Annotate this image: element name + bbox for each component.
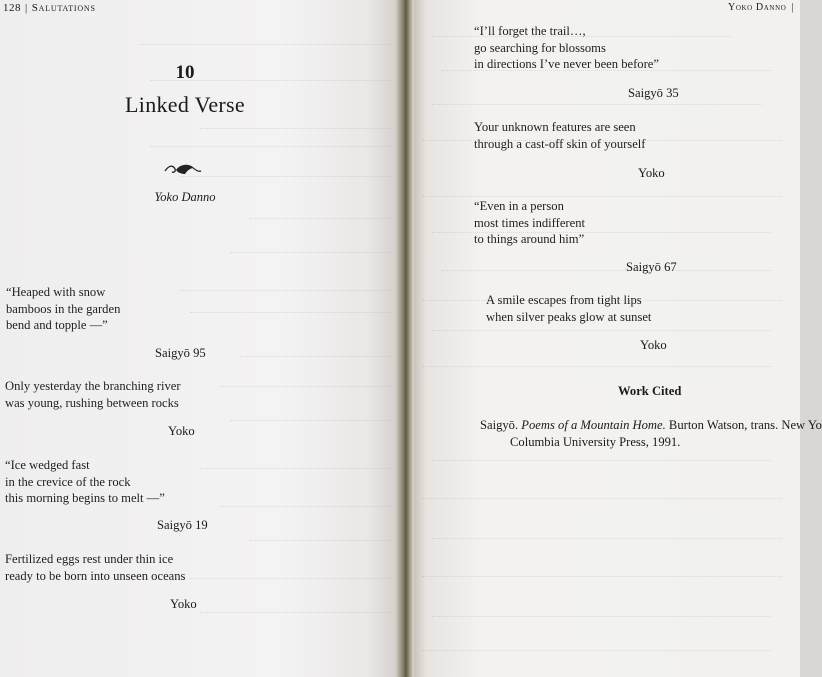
verse-block bbox=[5, 457, 165, 507]
citation-author: Saigyō. bbox=[480, 418, 519, 432]
work-cited-heading: Work Cited bbox=[618, 384, 682, 398]
verse-attribution: Saigyō 67 bbox=[626, 260, 677, 274]
citation-publisher: Columbia University Press, 1991. bbox=[510, 435, 681, 449]
verse-line: “Even in a person bbox=[474, 199, 564, 213]
verse-line: Fertilized eggs rest under thin ice bbox=[5, 552, 174, 566]
verse-line: ready to be born into unseen oceans bbox=[5, 568, 186, 583]
verse-line: “Heaped with snow bbox=[6, 285, 106, 299]
verse-line: to things around him” bbox=[474, 232, 585, 246]
verse-block bbox=[474, 119, 646, 152]
verse-attribution: Yoko bbox=[168, 424, 195, 438]
running-head-left: 128 | Salutations bbox=[3, 2, 96, 14]
verse-line: this morning begins to melt —” bbox=[5, 491, 165, 505]
verse-line: in the crevice of the rock bbox=[5, 474, 131, 489]
verse-line: bamboos in the garden bbox=[6, 301, 121, 316]
citation-entry bbox=[480, 417, 822, 451]
verse-line: A smile escapes from tight lips bbox=[486, 293, 642, 307]
verse-block bbox=[474, 198, 585, 248]
running-head-title: Salutations bbox=[31, 2, 96, 14]
verse-line: go searching for blossoms bbox=[474, 40, 606, 55]
verse-block bbox=[5, 551, 185, 584]
running-head-author: Yoko Danno bbox=[728, 2, 787, 13]
running-head-right: Yoko Danno | bbox=[728, 2, 794, 13]
verse-line: when silver peaks glow at sunset bbox=[486, 309, 652, 324]
right-page bbox=[402, 0, 800, 677]
verse-line: was young, rushing between rocks bbox=[5, 395, 179, 410]
verse-line: through a cast-off skin of yourself bbox=[474, 136, 646, 151]
verse-line: most times indifferent bbox=[474, 215, 585, 230]
verse-block bbox=[474, 23, 659, 73]
citation-book-title: Poems of a Mountain Home. bbox=[521, 418, 666, 432]
verse-line: Only yesterday the branching river bbox=[5, 379, 181, 393]
verse-attribution: Yoko bbox=[640, 338, 667, 352]
verse-attribution: Saigyō 19 bbox=[157, 518, 208, 532]
verse-attribution: Yoko bbox=[170, 597, 197, 611]
verse-line: Your unknown features are seen bbox=[474, 120, 636, 134]
verse-line: bend and topple —” bbox=[6, 318, 108, 332]
chapter-number: 10 bbox=[175, 62, 195, 83]
page-number: 128 bbox=[3, 2, 21, 14]
leaf-ornament-icon bbox=[163, 162, 203, 178]
verse-block bbox=[486, 292, 651, 325]
verse-line: in directions I’ve never been before” bbox=[474, 57, 659, 71]
verse-attribution: Saigyō 35 bbox=[628, 86, 679, 100]
verse-block bbox=[6, 284, 120, 334]
chapter-title: Linked Verse bbox=[125, 92, 245, 117]
verse-line: “I’ll forget the trail…, bbox=[474, 24, 586, 38]
book-gutter bbox=[396, 0, 414, 677]
bleed-through-text bbox=[402, 0, 800, 677]
verse-line: “Ice wedged fast bbox=[5, 458, 90, 472]
verse-attribution: Saigyō 95 bbox=[155, 346, 206, 360]
verse-block bbox=[5, 378, 181, 411]
left-page bbox=[0, 0, 402, 677]
verse-attribution: Yoko bbox=[638, 166, 665, 180]
citation-details: Burton Watson, trans. New Yo bbox=[668, 418, 822, 432]
chapter-author: Yoko Danno bbox=[154, 190, 216, 204]
